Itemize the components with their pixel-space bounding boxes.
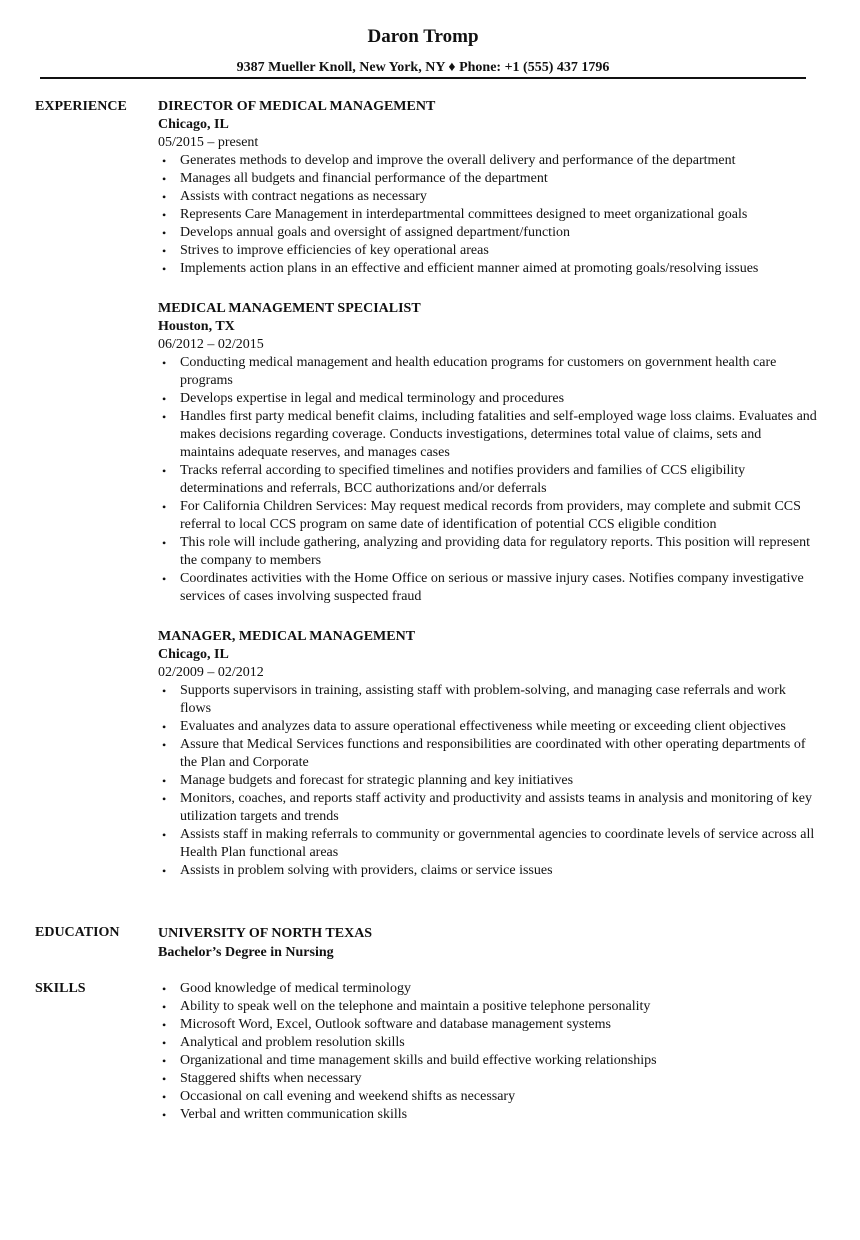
bullet-text: Assists in problem solving with providers, claims or service issues <box>180 863 553 878</box>
school-name: UNIVERSITY OF NORTH TEXAS <box>158 926 373 941</box>
job-location: Chicago, IL <box>158 117 229 132</box>
list-item <box>158 1052 818 1070</box>
job-location: Houston, TX <box>158 319 235 334</box>
bullet-icon: • <box>162 774 167 788</box>
list-item <box>158 354 818 390</box>
job-entry <box>158 98 818 278</box>
list-item <box>158 1088 818 1106</box>
degree: Bachelor’s Degree in Nursing <box>158 945 334 960</box>
skill-text: Occasional on call evening and weekend shifts as necessary <box>180 1089 516 1104</box>
bullet-text: Develops annual goals and oversight of assigned department/function <box>180 225 570 240</box>
bullet-text: Monitors, coaches, and reports staff activity and productivity and assists teams in analysis and monitoring of key utilization targets and trends <box>180 791 812 824</box>
bullet-text: Handles first party medical benefit claims, including fatalities and self-employed wage loss claims. Evaluates and makes decisions regarding coverage. Conducts investigations, determines total value of claims, sets and maintains adequate reserves, and manages cases <box>180 409 817 460</box>
bullet-text: Evaluates and analyzes data to assure operational effectiveness while meeting or exceeding client objectives <box>180 719 786 734</box>
resume-name: Daron Tromp <box>367 26 479 47</box>
bullet-text: Tracks referral according to specified timelines and notifies providers and families of CCS eligibility determinations and referrals, BCC authorizations and/or deferrals <box>180 463 746 496</box>
bullet-icon: • <box>162 154 167 168</box>
contact-line: 9387 Mueller Knoll, New York, NY ♦ Phone: +1 (555) 437 1796 <box>236 60 610 75</box>
skills-section <box>158 980 818 1124</box>
bullet-icon: • <box>162 684 167 698</box>
list-item <box>158 1070 818 1088</box>
skills-list <box>158 980 818 1124</box>
skill-text: Microsoft Word, Excel, Outlook software and database management systems <box>180 1017 611 1032</box>
job-dates: 05/2015 – present <box>158 135 259 150</box>
bullet-text: Supports supervisors in training, assisting staff with problem-solving, and managing case referrals and work flows <box>180 683 786 716</box>
bullet-icon: • <box>162 828 167 842</box>
list-item <box>158 498 818 534</box>
list-item <box>158 1034 818 1052</box>
bullet-icon: • <box>162 864 167 878</box>
bullet-icon: • <box>162 356 167 370</box>
list-item <box>158 998 818 1016</box>
list-item <box>158 260 818 278</box>
list-item <box>158 390 818 408</box>
bullet-text: Conducting medical management and health education programs for customers on government health care programs <box>180 355 777 388</box>
bullet-text: Coordinates activities with the Home Office on serious or massive injury cases. Notifies company investigative services of cases involving suspected fraud <box>180 571 804 604</box>
list-item <box>158 206 818 224</box>
job-title: DIRECTOR OF MEDICAL MANAGEMENT <box>158 99 436 114</box>
list-item <box>158 980 818 998</box>
experience-section <box>158 98 818 880</box>
job-bullet-list <box>158 152 818 278</box>
list-item <box>158 1106 818 1124</box>
bullet-icon: • <box>162 1054 167 1068</box>
bullet-icon: • <box>162 720 167 734</box>
job-title: MEDICAL MANAGEMENT SPECIALIST <box>158 301 421 316</box>
bullet-icon: • <box>162 1090 167 1104</box>
bullet-text: Strives to improve efficiencies of key operational areas <box>180 243 489 258</box>
bullet-icon: • <box>162 500 167 514</box>
job-entry <box>158 300 818 606</box>
bullet-text: For California Children Services: May request medical records from providers, may complete and submit CCS referral to local CCS program on same date of identification of potential CCS eligible condition <box>180 499 801 532</box>
bullet-text: Manages all budgets and financial performance of the department <box>180 171 548 186</box>
list-item <box>158 170 818 188</box>
bullet-icon: • <box>162 226 167 240</box>
section-label-skills: SKILLS <box>35 981 86 996</box>
skill-text: Organizational and time management skills and build effective working relationships <box>180 1053 657 1068</box>
job-entry <box>158 628 818 880</box>
bullet-icon: • <box>162 190 167 204</box>
bullet-text: Assists staff in making referrals to community or governmental agencies to coordinate levels of service across all Health Plan functional areas <box>180 827 815 860</box>
list-item <box>158 570 818 606</box>
job-bullet-list <box>158 682 818 880</box>
bullet-icon: • <box>162 244 167 258</box>
skill-text: Analytical and problem resolution skills <box>180 1035 405 1050</box>
bullet-text: Implements action plans in an effective and efficient manner aimed at promoting goals/resolving issues <box>180 261 759 276</box>
bullet-icon: • <box>162 410 167 424</box>
bullet-icon: • <box>162 738 167 752</box>
skill-text: Verbal and written communication skills <box>180 1107 408 1122</box>
bullet-icon: • <box>162 1108 167 1122</box>
job-dates: 02/2009 – 02/2012 <box>158 665 264 680</box>
bullet-text: Develops expertise in legal and medical terminology and procedures <box>180 391 565 406</box>
bullet-text: Generates methods to develop and improve the overall delivery and performance of the department <box>180 153 736 168</box>
bullet-icon: • <box>162 208 167 222</box>
list-item <box>158 1016 818 1034</box>
bullet-icon: • <box>162 1036 167 1050</box>
bullet-icon: • <box>162 1072 167 1086</box>
bullet-icon: • <box>162 262 167 276</box>
list-item <box>158 862 818 880</box>
list-item <box>158 242 818 260</box>
bullet-icon: • <box>162 392 167 406</box>
bullet-icon: • <box>162 464 167 478</box>
section-label-education: EDUCATION <box>35 925 120 940</box>
list-item <box>158 408 818 462</box>
list-item <box>158 682 818 718</box>
bullet-icon: • <box>162 1000 167 1014</box>
header-divider <box>40 77 806 79</box>
bullet-icon: • <box>162 982 167 996</box>
list-item <box>158 152 818 170</box>
job-bullet-list <box>158 354 818 606</box>
bullet-icon: • <box>162 792 167 806</box>
list-item <box>158 224 818 242</box>
job-dates: 06/2012 – 02/2015 <box>158 337 264 352</box>
skill-text: Ability to speak well on the telephone and maintain a positive telephone personality <box>180 999 651 1014</box>
bullet-text: Assure that Medical Services functions and responsibilities are coordinated with other operating departments of the Plan and Corporate <box>180 737 806 770</box>
list-item <box>158 718 818 736</box>
bullet-text: This role will include gathering, analyzing and providing data for regulatory reports. This position will represent the company to members <box>180 535 810 568</box>
section-label-experience: EXPERIENCE <box>35 99 127 114</box>
list-item <box>158 826 818 862</box>
skill-text: Good knowledge of medical terminology <box>180 981 411 996</box>
list-item <box>158 188 818 206</box>
list-item <box>158 790 818 826</box>
list-item <box>158 736 818 772</box>
bullet-icon: • <box>162 536 167 550</box>
bullet-text: Manage budgets and forecast for strategic planning and key initiatives <box>180 773 574 788</box>
bullet-icon: • <box>162 572 167 586</box>
list-item <box>158 462 818 498</box>
bullet-text: Represents Care Management in interdepartmental committees designed to meet organizational goals <box>180 207 748 222</box>
education-section <box>158 925 818 962</box>
bullet-text: Assists with contract negations as necessary <box>180 189 427 204</box>
job-title: MANAGER, MEDICAL MANAGEMENT <box>158 629 416 644</box>
bullet-icon: • <box>162 1018 167 1032</box>
list-item <box>158 534 818 570</box>
bullet-icon: • <box>162 172 167 186</box>
job-location: Chicago, IL <box>158 647 229 662</box>
list-item <box>158 772 818 790</box>
skill-text: Staggered shifts when necessary <box>180 1071 362 1086</box>
